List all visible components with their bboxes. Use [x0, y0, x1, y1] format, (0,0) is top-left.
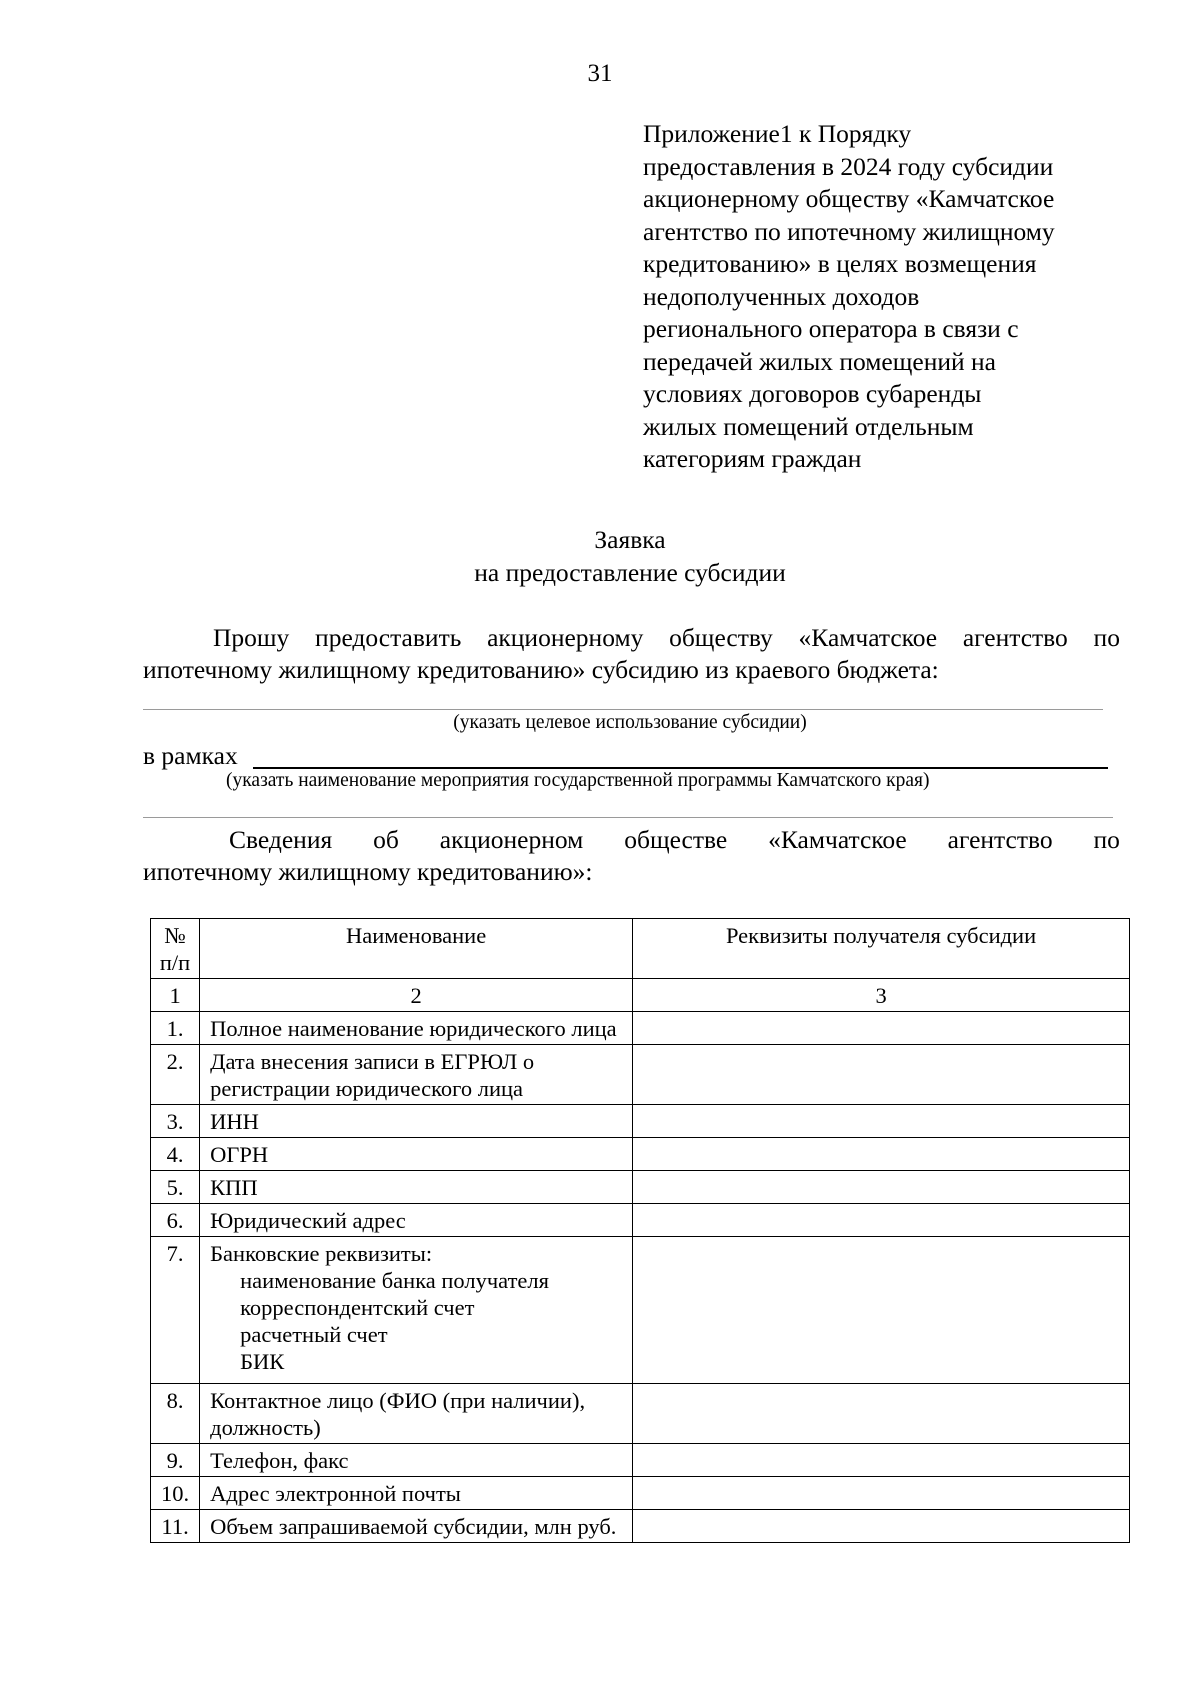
table-row	[151, 1237, 1130, 1384]
row-value[interactable]	[633, 1045, 1130, 1105]
word: агентство	[947, 825, 1053, 854]
row-value[interactable]	[633, 1510, 1130, 1543]
row-name	[200, 1237, 633, 1384]
appendix-line: жилых помещений отдельным	[643, 411, 974, 441]
row-num: 8.	[151, 1384, 200, 1444]
row-value[interactable]	[633, 1204, 1130, 1237]
col-number: 3	[633, 979, 1130, 1012]
table-row	[151, 1477, 1130, 1510]
appendix-line: кредитованию» в целях возмещения	[643, 249, 1037, 278]
table-row	[151, 1384, 1130, 1444]
table-row	[151, 1012, 1130, 1045]
row-num: 10.	[151, 1477, 200, 1510]
row-name: Контактное лицо (ФИО (при наличии), должность)	[200, 1384, 633, 1444]
row-num: 9.	[151, 1444, 200, 1477]
row-value[interactable]	[633, 1237, 1130, 1384]
table-row	[151, 1171, 1130, 1204]
row-num: 2.	[151, 1045, 200, 1105]
word: акционерном	[439, 825, 584, 854]
within-label: в рамках	[143, 741, 238, 770]
row-name: ОГРН	[200, 1138, 633, 1171]
row-name: Телефон, факс	[200, 1444, 633, 1477]
row-num: 1.	[151, 1012, 200, 1045]
word: об	[373, 825, 399, 854]
appendix-line: Приложение1 к Порядку	[643, 119, 912, 148]
row-num: 5.	[151, 1171, 200, 1204]
bank-detail-item: корреспондентский счет	[240, 1295, 475, 1320]
info-line-2: ипотечному жилищному кредитованию»:	[143, 857, 593, 886]
row-name: Юридический адрес	[200, 1204, 633, 1237]
row-value[interactable]	[633, 1105, 1130, 1138]
page-number: 31	[587, 60, 613, 87]
request-line-2: ипотечному жилищному кредитованию» субсидию из краевого бюджета:	[143, 655, 939, 684]
column-number-row	[151, 979, 1130, 1012]
appendix-line: передачей жилых помещений на	[643, 346, 996, 376]
word: по	[1093, 825, 1120, 854]
row-num: 6.	[151, 1204, 200, 1237]
row-name: КПП	[200, 1171, 633, 1204]
bank-details-label: Банковские реквизиты:	[210, 1241, 433, 1266]
header-name: Наименование	[200, 919, 633, 979]
row-name: Объем запрашиваемой субсидии, млн руб.	[200, 1510, 633, 1543]
organization-details-table	[150, 918, 1130, 1543]
table-row	[151, 1204, 1130, 1237]
word: «Камчатское	[798, 623, 938, 652]
word: акционерному	[487, 623, 644, 652]
col-number: 2	[200, 979, 633, 1012]
bank-detail-item: наименование банка получателя	[240, 1268, 549, 1293]
purpose-fill-line[interactable]	[143, 709, 1103, 710]
row-num: 7.	[151, 1237, 200, 1384]
row-num: 3.	[151, 1105, 200, 1138]
appendix-line: условиях договоров субаренды	[643, 379, 982, 408]
row-num: 11.	[151, 1510, 200, 1543]
row-value[interactable]	[633, 1477, 1130, 1510]
info-line-1	[229, 825, 1120, 855]
request-line-1	[213, 623, 1120, 653]
row-name: Полное наименование юридического лица	[200, 1012, 633, 1045]
program-fill-line[interactable]	[253, 767, 1108, 769]
row-name: Дата внесения записи в ЕГРЮЛ о регистрации юридического лица	[200, 1045, 633, 1105]
word: агентство	[962, 623, 1068, 652]
appendix-line: недополученных доходов	[643, 281, 920, 311]
row-value[interactable]	[633, 1384, 1130, 1444]
table-row	[151, 1105, 1130, 1138]
appendix-line: акционерному обществу «Камчатское	[643, 184, 1055, 213]
header-details: Реквизиты получателя субсидии	[633, 919, 1130, 979]
document-subtitle: на предоставление субсидии	[474, 558, 786, 587]
word: по	[1093, 623, 1120, 652]
bank-detail-item: БИК	[240, 1349, 285, 1374]
document-title: Заявка	[594, 525, 666, 554]
row-name: Адрес электронной почты	[200, 1477, 633, 1510]
row-value[interactable]	[633, 1171, 1130, 1204]
appendix-line: регионального оператора в связи с	[643, 314, 1019, 343]
table-row	[151, 1510, 1130, 1543]
appendix-line: агентство по ипотечному жилищному	[643, 216, 1055, 246]
program-fill-line-2[interactable]	[143, 817, 1113, 818]
header-num: № п/п	[151, 919, 200, 979]
word: Прошу	[213, 623, 290, 652]
row-value[interactable]	[633, 1444, 1130, 1477]
word: предоставить	[315, 623, 462, 652]
bank-detail-item: расчетный счет	[240, 1322, 388, 1347]
word: «Камчатское	[768, 825, 907, 854]
row-value[interactable]	[633, 1138, 1130, 1171]
purpose-hint: (указать целевое использование субсидии)	[453, 712, 807, 733]
col-number: 1	[151, 979, 200, 1012]
appendix-line: предоставления в 2024 году субсидии	[643, 151, 1054, 181]
appendix-line: категориям граждан	[643, 444, 862, 473]
table-header-row	[151, 919, 1130, 979]
program-hint: (указать наименование мероприятия государственной программы Камчатского края)	[226, 770, 930, 791]
word: обществу	[669, 623, 773, 652]
appendix-note	[643, 118, 1133, 476]
row-name: ИНН	[200, 1105, 633, 1138]
row-num: 4.	[151, 1138, 200, 1171]
table-row	[151, 1138, 1130, 1171]
table-row	[151, 1444, 1130, 1477]
word: Сведения	[229, 825, 333, 854]
table-row	[151, 1045, 1130, 1105]
row-value[interactable]	[633, 1012, 1130, 1045]
word: обществе	[624, 825, 728, 854]
